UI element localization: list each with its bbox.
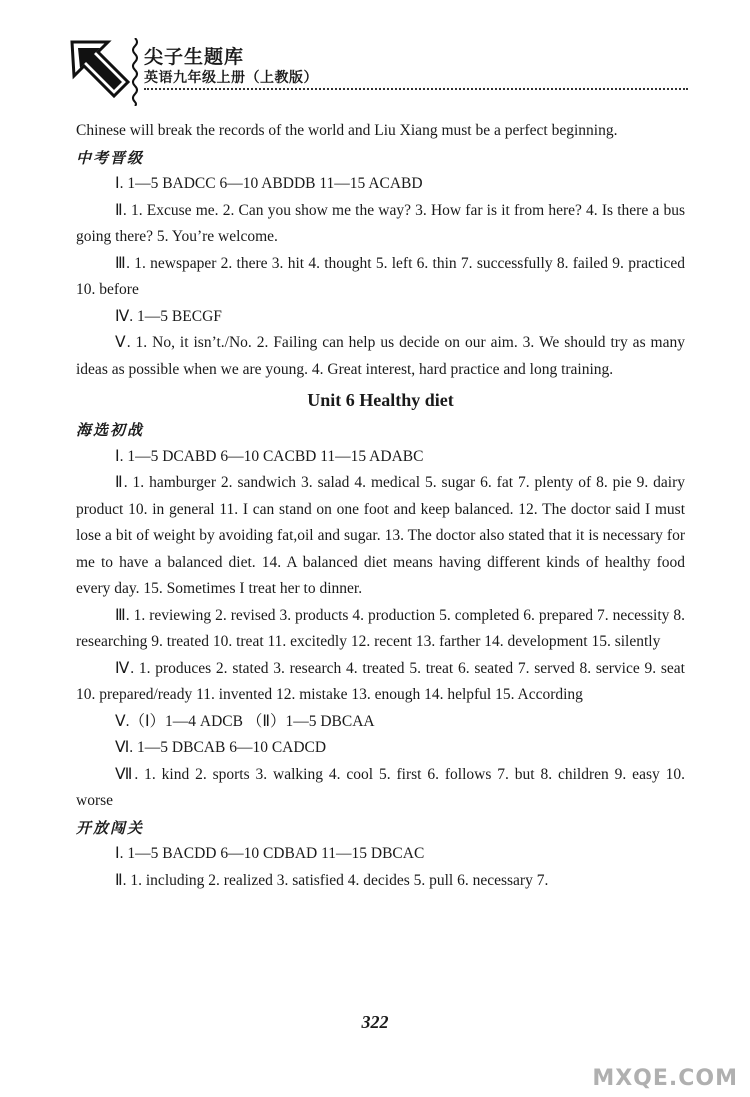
- answer-paragraph: Ⅳ. 1. produces 2. stated 3. research 4. treated 5. treat 6. seated 7. served 8. service 9. seat 10. prepared/ready 11. invented 12. mistake 13. enough 14. helpful 15. According: [76, 659, 685, 703]
- arrow-logo-icon: [68, 38, 132, 104]
- book-subtitle: 英语九年级上册（上教版）: [144, 70, 318, 86]
- header-dotted-rule: [144, 88, 688, 90]
- answer-paragraph: Ⅲ. 1. newspaper 2. there 3. hit 4. thought 5. left 6. thin 7. successfully 8. failed 9. practiced 10. before: [76, 254, 685, 298]
- answer-paragraph: Ⅱ. 1. including 2. realized 3. satisfied 4. decides 5. pull 6. necessary 7.: [115, 871, 549, 889]
- answer-paragraph: Ⅱ. 1. hamburger 2. sandwich 3. salad 4. medical 5. sugar 6. fat 7. plenty of 8. pie 9. dairy product 10. in general 11. I can stand on one foot and keep balanced. 12. The doctor said I must lose a bit of weight by avoiding fat,oil and sugar. 13. The doctor also stated that it is necessary for me to have a balanced diet. 14. A balanced diet means having different kinds of healthy food every day. 15. Sometimes I treat her to dinner.: [76, 474, 685, 597]
- section-heading: 开放闯关: [76, 818, 145, 837]
- answer-paragraph: Ⅳ. 1—5 BECGF: [115, 307, 222, 325]
- watermark: MXQE.COM: [592, 1066, 738, 1091]
- book-title: 尖子生题库: [144, 46, 245, 68]
- answer-paragraph: Ⅱ. 1. Excuse me. 2. Can you show me the way? 3. How far is it from here? 4. Is there a bus going there? 5. You’re welcome.: [76, 201, 685, 245]
- section-heading: 海选初战: [76, 421, 145, 439]
- answer-paragraph: Ⅶ. 1. kind 2. sports 3. walking 4. cool 5. first 6. follows 7. but 8. children 9. easy 10. worse: [76, 765, 685, 809]
- wavy-divider-icon: [130, 38, 140, 106]
- answer-paragraph: Ⅵ. 1—5 DBCAB 6—10 CADCD: [115, 739, 327, 756]
- unit-title: Unit 6 Healthy diet: [307, 390, 454, 410]
- answer-paragraph: Ⅲ. 1. reviewing 2. revised 3. products 4. production 5. completed 6. prepared 7. necessity 8. researching 9. treated 10. treat 11. excitedly 12. recent 13. farther 14. development 15. silently: [76, 606, 685, 650]
- answer-paragraph: Ⅴ. 1. No, it isn’t./No. 2. Failing can help us decide on our aim. 3. We should try as many ideas as possible when we are young. 4. Great interest, hard practice and long training.: [76, 334, 685, 378]
- page-header: [68, 38, 688, 108]
- answer-content: [76, 118, 685, 894]
- answer-paragraph: Ⅴ.（Ⅰ）1—4 ADCB （Ⅱ）1—5 DBCAA: [115, 712, 375, 730]
- page-number: 322: [361, 1012, 389, 1032]
- answer-paragraph: Ⅰ. 1—5 BADCC 6—10 ABDDB 11—15 ACABD: [115, 175, 423, 192]
- answer-paragraph: Ⅰ. 1—5 BACDD 6—10 CDBAD 11—15 DBCAC: [115, 845, 425, 862]
- section-heading: 中考晋级: [76, 148, 145, 167]
- answer-paragraph: Ⅰ. 1—5 DCABD 6—10 CACBD 11—15 ADABC: [115, 447, 424, 465]
- answer-paragraph: Chinese will break the records of the world and Liu Xiang must be a perfect beginning.: [76, 122, 618, 139]
